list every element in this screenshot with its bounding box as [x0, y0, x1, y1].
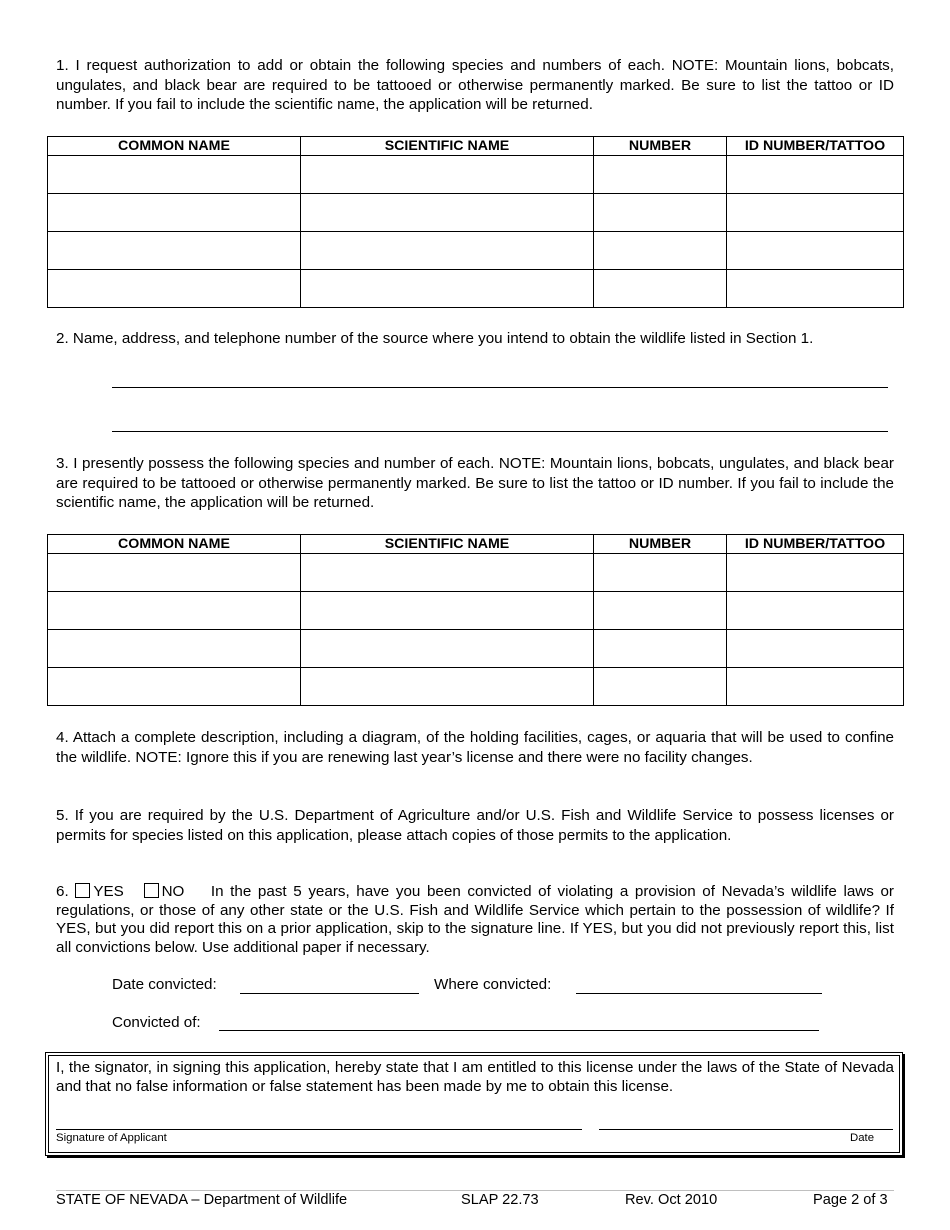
- footer-rule: [56, 1190, 894, 1191]
- footer-page-number: Page 2 of 3: [813, 1192, 888, 1208]
- scientific-name-cell[interactable]: [301, 668, 594, 706]
- table-row: [48, 270, 904, 308]
- table-row: [48, 232, 904, 270]
- column-header-id-tattoo: ID NUMBER/TATTOO: [727, 535, 904, 554]
- id-tattoo-cell[interactable]: [727, 592, 904, 630]
- signature-date-line[interactable]: [599, 1129, 893, 1130]
- table-row: [48, 668, 904, 706]
- signature-of-applicant-label: Signature of Applicant: [56, 1132, 167, 1144]
- section-6-text: [56, 883, 894, 957]
- table-row: [48, 194, 904, 232]
- table-row: [48, 156, 904, 194]
- common-name-cell[interactable]: [48, 232, 301, 270]
- number-cell[interactable]: [594, 232, 727, 270]
- section-4-text: 4. Attach a complete description, including a diagram, of the holding facilities, cages, or aquaria that will be used to confine the wildlife. NOTE: Ignore this if you are renewing last year’s license and there were no facility changes.: [56, 729, 894, 766]
- yes-label: YES: [93, 883, 124, 900]
- date-convicted-field[interactable]: [240, 993, 419, 994]
- date-label: Date: [850, 1132, 875, 1144]
- number-cell[interactable]: [594, 270, 727, 308]
- scientific-name-cell[interactable]: [301, 630, 594, 668]
- id-tattoo-cell[interactable]: [727, 554, 904, 592]
- column-header-common-name: COMMON NAME: [48, 535, 301, 554]
- number-cell[interactable]: [594, 668, 727, 706]
- common-name-cell[interactable]: [48, 592, 301, 630]
- signator-statement: I, the signator, in signing this application, hereby state that I am entitled to this license under the laws of the State of Nevada and that no false information or false statement has been made by me to obtain this license.: [56, 1059, 894, 1095]
- footer-revision: Rev. Oct 2010: [625, 1192, 718, 1208]
- date-convicted-label: Date convicted:: [112, 976, 217, 993]
- section-2-text: 2. Name, address, and telephone number of the source where you intend to obtain the wildlife listed in Section 1.: [56, 330, 814, 347]
- convicted-of-label: Convicted of:: [112, 1014, 201, 1031]
- table-row: [48, 554, 904, 592]
- conviction-question: In the past 5 years, have you been convicted of violating a provision of Nevada’s wildlife laws or regulations, or those of any other state or the U.S. Fish and Wildlife Service which pertain to the possession of wildlife? If YES, but you did report this on a prior application, skip to the signature line. If YES, but you did not previously report this, list all convictions below. Use additional paper if necessary.: [56, 883, 894, 956]
- applicant-signature-line[interactable]: [56, 1129, 582, 1130]
- id-tattoo-cell[interactable]: [727, 194, 904, 232]
- where-convicted-field[interactable]: [576, 993, 822, 994]
- table-header-row: [48, 535, 904, 554]
- scientific-name-cell[interactable]: [301, 554, 594, 592]
- scientific-name-cell[interactable]: [301, 270, 594, 308]
- table-row: [48, 592, 904, 630]
- no-checkbox[interactable]: [144, 883, 159, 898]
- column-header-id-tattoo: ID NUMBER/TATTOO: [727, 137, 904, 156]
- common-name-cell[interactable]: [48, 270, 301, 308]
- id-tattoo-cell[interactable]: [727, 270, 904, 308]
- table-header-row: [48, 137, 904, 156]
- section-6-number: 6.: [56, 883, 69, 900]
- footer-agency: STATE OF NEVADA – Department of Wildlife: [56, 1192, 348, 1208]
- where-convicted-label: Where convicted:: [434, 976, 552, 993]
- section-3-text: 3. I presently possess the following species and number of each. NOTE: Mountain lions, bobcats, ungulates, and black bear are required to be tattooed or otherwise permanently marked. Be sure to list the tattoo or ID number. If you fail to include the scientific name, the application will be returned.: [56, 455, 894, 512]
- column-header-scientific-name: SCIENTIFIC NAME: [301, 137, 594, 156]
- id-tattoo-cell[interactable]: [727, 232, 904, 270]
- number-cell[interactable]: [594, 554, 727, 592]
- common-name-cell[interactable]: [48, 668, 301, 706]
- id-tattoo-cell[interactable]: [727, 668, 904, 706]
- scientific-name-cell[interactable]: [301, 156, 594, 194]
- footer-form-code: SLAP 22.73: [461, 1192, 539, 1208]
- yes-checkbox[interactable]: [75, 883, 90, 898]
- common-name-cell[interactable]: [48, 630, 301, 668]
- column-header-scientific-name: SCIENTIFIC NAME: [301, 535, 594, 554]
- column-header-number: NUMBER: [594, 137, 727, 156]
- id-tattoo-cell[interactable]: [727, 156, 904, 194]
- id-tattoo-cell[interactable]: [727, 630, 904, 668]
- convicted-of-field[interactable]: [219, 1030, 819, 1031]
- number-cell[interactable]: [594, 156, 727, 194]
- scientific-name-cell[interactable]: [301, 592, 594, 630]
- scientific-name-cell[interactable]: [301, 194, 594, 232]
- source-info-line-2[interactable]: [112, 431, 888, 432]
- number-cell[interactable]: [594, 630, 727, 668]
- common-name-cell[interactable]: [48, 194, 301, 232]
- column-header-number: NUMBER: [594, 535, 727, 554]
- number-cell[interactable]: [594, 194, 727, 232]
- scientific-name-cell[interactable]: [301, 232, 594, 270]
- column-header-common-name: COMMON NAME: [48, 137, 301, 156]
- table-row: [48, 630, 904, 668]
- common-name-cell[interactable]: [48, 156, 301, 194]
- no-label: NO: [161, 883, 185, 900]
- section-1-text: 1. I request authorization to add or obtain the following species and numbers of each. NOTE: Mountain lions, bobcats, ungulates, and black bear are required to be tattooed or otherwise permanently marked. Be sure to list the tattoo or ID number. If you fail to include the scientific name, the application will be returned.: [56, 57, 894, 114]
- section-5-text: 5. If you are required by the U.S. Department of Agriculture and/or U.S. Fish and Wildlife Service to possess licenses or permits for species listed on this application, please attach copies of those permits to the application.: [56, 807, 894, 844]
- common-name-cell[interactable]: [48, 554, 301, 592]
- species-possessed-table: [47, 534, 904, 706]
- species-request-table: [47, 136, 904, 308]
- number-cell[interactable]: [594, 592, 727, 630]
- source-info-line-1[interactable]: [112, 387, 888, 388]
